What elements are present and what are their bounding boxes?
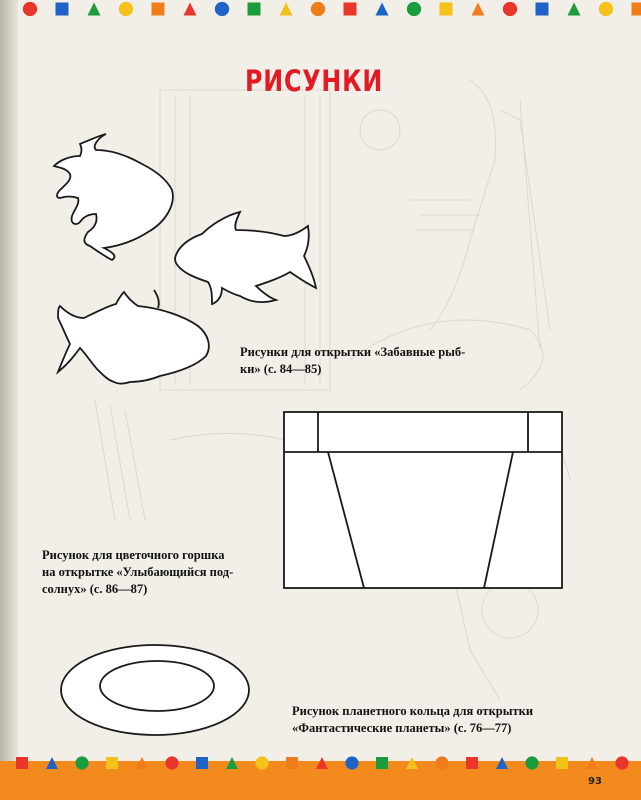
fish-template-1 [54,134,173,260]
caption-line: Рисунок планетного кольца для открытки [292,704,534,718]
page-number: 93 [588,776,602,787]
caption-line: Рисунок для цветочного горшка [42,548,225,562]
caption-line: ки» (с. 84—85) [240,362,322,376]
planet-ring-template [61,645,249,735]
caption-line: Рисунки для открытки «Забавные рыб- [240,345,466,359]
caption-planet-ring [292,703,533,737]
background-bleed-through [95,80,570,700]
caption-line: «Фантастические планеты» (с. 76—77) [292,721,512,735]
caption-line: солнух» (с. 86—87) [42,582,148,596]
flowerpot-template [284,412,562,588]
caption-line: на открытке «Улыбающийся под- [42,565,234,579]
caption-flowerpot [42,547,233,598]
fish-template-3 [58,290,209,384]
page-title: РИСУНКИ [245,64,384,98]
fish-template-2 [175,212,316,304]
caption-funny-fish [240,344,465,378]
